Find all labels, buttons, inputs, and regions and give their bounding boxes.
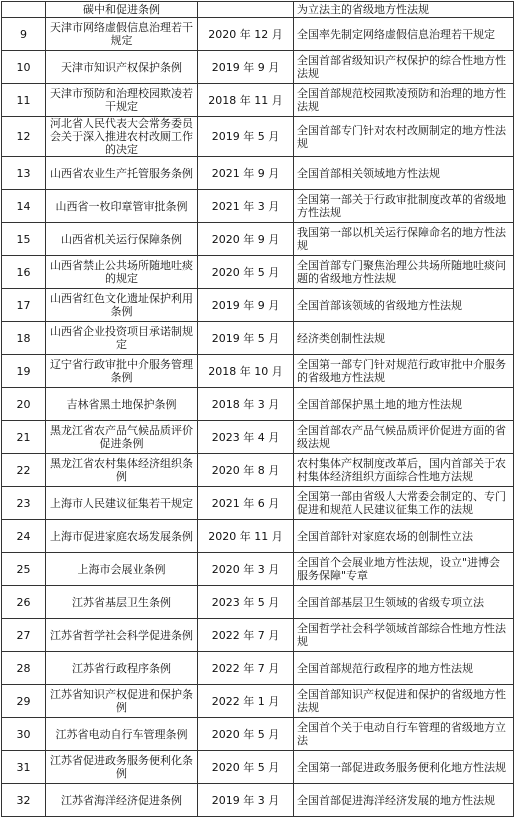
significance-cell: 全国首部省级知识产权保护的综合性地方性法规 xyxy=(294,51,514,84)
table-row xyxy=(2,2,514,18)
table-row xyxy=(2,117,514,157)
row-number-cell: 13 xyxy=(2,157,46,190)
row-number-cell: 9 xyxy=(2,18,46,51)
regulation-name-cell: 山西省农业生产托管服务条例 xyxy=(46,157,198,190)
row-number-cell: 27 xyxy=(2,619,46,652)
table-row xyxy=(2,685,514,718)
regulation-name-cell: 碳中和促进条例 xyxy=(46,2,198,18)
significance-cell: 全国首部知识产权促进和保护的省级地方性法规 xyxy=(294,685,514,718)
significance-cell: 全国首部基层卫生领域的省级专项立法 xyxy=(294,586,514,619)
table-row xyxy=(2,586,514,619)
table-row xyxy=(2,289,514,322)
regulation-name-cell: 上海市促进家庭农场发展条例 xyxy=(46,520,198,553)
table-row xyxy=(2,553,514,586)
regulation-name-cell: 山西省一枚印章管审批条例 xyxy=(46,190,198,223)
regulation-name-cell: 黑龙江省农产品气候品质评价促进条例 xyxy=(46,421,198,454)
row-number-cell: 31 xyxy=(2,751,46,784)
date-cell: 2023 年 4 月 xyxy=(198,421,294,454)
date-cell: 2019 年 5 月 xyxy=(198,322,294,355)
date-cell: 2019 年 9 月 xyxy=(198,51,294,84)
date-cell: 2020 年 8 月 xyxy=(198,454,294,487)
regulations-table xyxy=(1,1,514,817)
date-cell: 2020 年 11 月 xyxy=(198,520,294,553)
regulation-name-cell: 河北省人民代表大会常务委员会关于深入推进农村改厕工作的决定 xyxy=(46,117,198,157)
significance-cell: 全国首部规范行政程序的地方性法规 xyxy=(294,652,514,685)
significance-cell: 经济类创制性法规 xyxy=(294,322,514,355)
table-body xyxy=(2,2,514,817)
row-number-cell: 10 xyxy=(2,51,46,84)
regulation-name-cell: 山西省禁止公共场所随地吐痰的规定 xyxy=(46,256,198,289)
table-row xyxy=(2,619,514,652)
significance-cell: 全国首部相关领域地方性法规 xyxy=(294,157,514,190)
regulation-name-cell: 天津市网络虚假信息治理若干规定 xyxy=(46,18,198,51)
significance-cell: 全国首部专门针对农村改厕制定的地方性法规 xyxy=(294,117,514,157)
row-number-cell: 19 xyxy=(2,355,46,388)
regulation-name-cell: 天津市预防和治理校园欺凌若干规定 xyxy=(46,84,198,117)
table-row xyxy=(2,18,514,51)
table-row xyxy=(2,51,514,84)
table-row xyxy=(2,388,514,421)
regulation-name-cell: 江苏省电动自行车管理条例 xyxy=(46,718,198,751)
significance-cell: 全国首部专门聚焦治理公共场所随地吐痰问题的省级地方性法规 xyxy=(294,256,514,289)
table-row xyxy=(2,190,514,223)
regulation-name-cell: 山西省机关运行保障条例 xyxy=(46,223,198,256)
significance-cell: 全国第一部由省级人大常委会制定的、专门促进和规范人民建议征集工作的法规 xyxy=(294,487,514,520)
significance-cell: 全国首部保护黑土地的地方性法规 xyxy=(294,388,514,421)
row-number-cell: 25 xyxy=(2,553,46,586)
date-cell: 2020 年 3 月 xyxy=(198,553,294,586)
row-number-cell: 15 xyxy=(2,223,46,256)
table-row xyxy=(2,157,514,190)
significance-cell: 全国首部促进海洋经济发展的地方性法规 xyxy=(294,784,514,817)
table-row xyxy=(2,487,514,520)
date-cell: 2018 年 10 月 xyxy=(198,355,294,388)
regulation-name-cell: 黑龙江省农村集体经济组织条例 xyxy=(46,454,198,487)
date-cell: 2019 年 5 月 xyxy=(198,117,294,157)
significance-cell: 全国哲学社会科学领域首部综合性地方性法规 xyxy=(294,619,514,652)
regulation-name-cell: 江苏省基层卫生条例 xyxy=(46,586,198,619)
regulation-name-cell: 江苏省海洋经济促进条例 xyxy=(46,784,198,817)
regulation-name-cell: 上海市会展业条例 xyxy=(46,553,198,586)
regulation-name-cell: 辽宁省行政审批中介服务管理条例 xyxy=(46,355,198,388)
regulation-name-cell: 吉林省黑土地保护条例 xyxy=(46,388,198,421)
regulation-name-cell: 江苏省知识产权促进和保护条例 xyxy=(46,685,198,718)
date-cell: 2022 年 7 月 xyxy=(198,652,294,685)
regulation-name-cell: 江苏省哲学社会科学促进条例 xyxy=(46,619,198,652)
date-cell: 2020 年 12 月 xyxy=(198,18,294,51)
row-number-cell: 22 xyxy=(2,454,46,487)
date-cell: 2023 年 5 月 xyxy=(198,586,294,619)
row-number-cell: 29 xyxy=(2,685,46,718)
table-row xyxy=(2,751,514,784)
table-row xyxy=(2,322,514,355)
date-cell: 2018 年 11 月 xyxy=(198,84,294,117)
significance-cell: 全国第一部关于行政审批制度改革的省级地方性法规 xyxy=(294,190,514,223)
row-number-cell: 14 xyxy=(2,190,46,223)
significance-cell: 为立法主的省级地方性法规 xyxy=(294,2,514,18)
date-cell: 2018 年 3 月 xyxy=(198,388,294,421)
date-cell: 2020 年 9 月 xyxy=(198,223,294,256)
table-row xyxy=(2,520,514,553)
row-number-cell: 26 xyxy=(2,586,46,619)
regulation-name-cell: 上海市人民建议征集若干规定 xyxy=(46,487,198,520)
date-cell: 2020 年 5 月 xyxy=(198,256,294,289)
significance-cell: 全国首部规范校园欺凌预防和治理的地方性法规 xyxy=(294,84,514,117)
row-number-cell: 23 xyxy=(2,487,46,520)
row-number-cell: 28 xyxy=(2,652,46,685)
table-row xyxy=(2,454,514,487)
date-cell: 2021 年 6 月 xyxy=(198,487,294,520)
significance-cell: 全国第一部促进政务服务便利化地方性法规 xyxy=(294,751,514,784)
significance-cell: 全国首部该领域的省级地方性法规 xyxy=(294,289,514,322)
row-number-cell: 32 xyxy=(2,784,46,817)
date-cell xyxy=(198,2,294,18)
date-cell: 2019 年 9 月 xyxy=(198,289,294,322)
significance-cell: 全国首部针对家庭农场的创制性立法 xyxy=(294,520,514,553)
significance-cell: 我国第一部以机关运行保障命名的地方性法规 xyxy=(294,223,514,256)
significance-cell: 全国率先制定网络虚假信息治理若干规定 xyxy=(294,18,514,51)
date-cell: 2021 年 9 月 xyxy=(198,157,294,190)
regulation-name-cell: 山西省红色文化遗址保护利用条例 xyxy=(46,289,198,322)
table-row xyxy=(2,784,514,817)
row-number-cell: 30 xyxy=(2,718,46,751)
row-number-cell: 17 xyxy=(2,289,46,322)
row-number-cell xyxy=(2,2,46,18)
table-row xyxy=(2,256,514,289)
table-row xyxy=(2,84,514,117)
table-row xyxy=(2,718,514,751)
date-cell: 2020 年 5 月 xyxy=(198,718,294,751)
row-number-cell: 16 xyxy=(2,256,46,289)
significance-cell: 全国第一部专门针对规范行政审批中介服务的省级地方性法规 xyxy=(294,355,514,388)
table-row xyxy=(2,223,514,256)
table-row xyxy=(2,652,514,685)
significance-cell: 全国首个会展业地方性法规，设立"进博会服务保障"专章 xyxy=(294,553,514,586)
row-number-cell: 24 xyxy=(2,520,46,553)
row-number-cell: 18 xyxy=(2,322,46,355)
table-row xyxy=(2,355,514,388)
date-cell: 2019 年 3 月 xyxy=(198,784,294,817)
date-cell: 2022 年 7 月 xyxy=(198,619,294,652)
regulation-name-cell: 江苏省促进政务服务便利化条例 xyxy=(46,751,198,784)
regulation-name-cell: 山西省企业投资项目承诺制规定 xyxy=(46,322,198,355)
date-cell: 2021 年 3 月 xyxy=(198,190,294,223)
row-number-cell: 11 xyxy=(2,84,46,117)
row-number-cell: 12 xyxy=(2,117,46,157)
row-number-cell: 21 xyxy=(2,421,46,454)
regulation-name-cell: 江苏省行政程序条例 xyxy=(46,652,198,685)
significance-cell: 全国首个关于电动自行车管理的省级地方立法 xyxy=(294,718,514,751)
regulation-name-cell: 天津市知识产权保护条例 xyxy=(46,51,198,84)
date-cell: 2020 年 5 月 xyxy=(198,751,294,784)
table-row xyxy=(2,421,514,454)
significance-cell: 全国首部农产品气候品质评价促进方面的省级法规 xyxy=(294,421,514,454)
row-number-cell: 20 xyxy=(2,388,46,421)
significance-cell: 农村集体产权制度改革后，国内首部关于农村集体经济组织方面综合性地方法规 xyxy=(294,454,514,487)
date-cell: 2022 年 1 月 xyxy=(198,685,294,718)
